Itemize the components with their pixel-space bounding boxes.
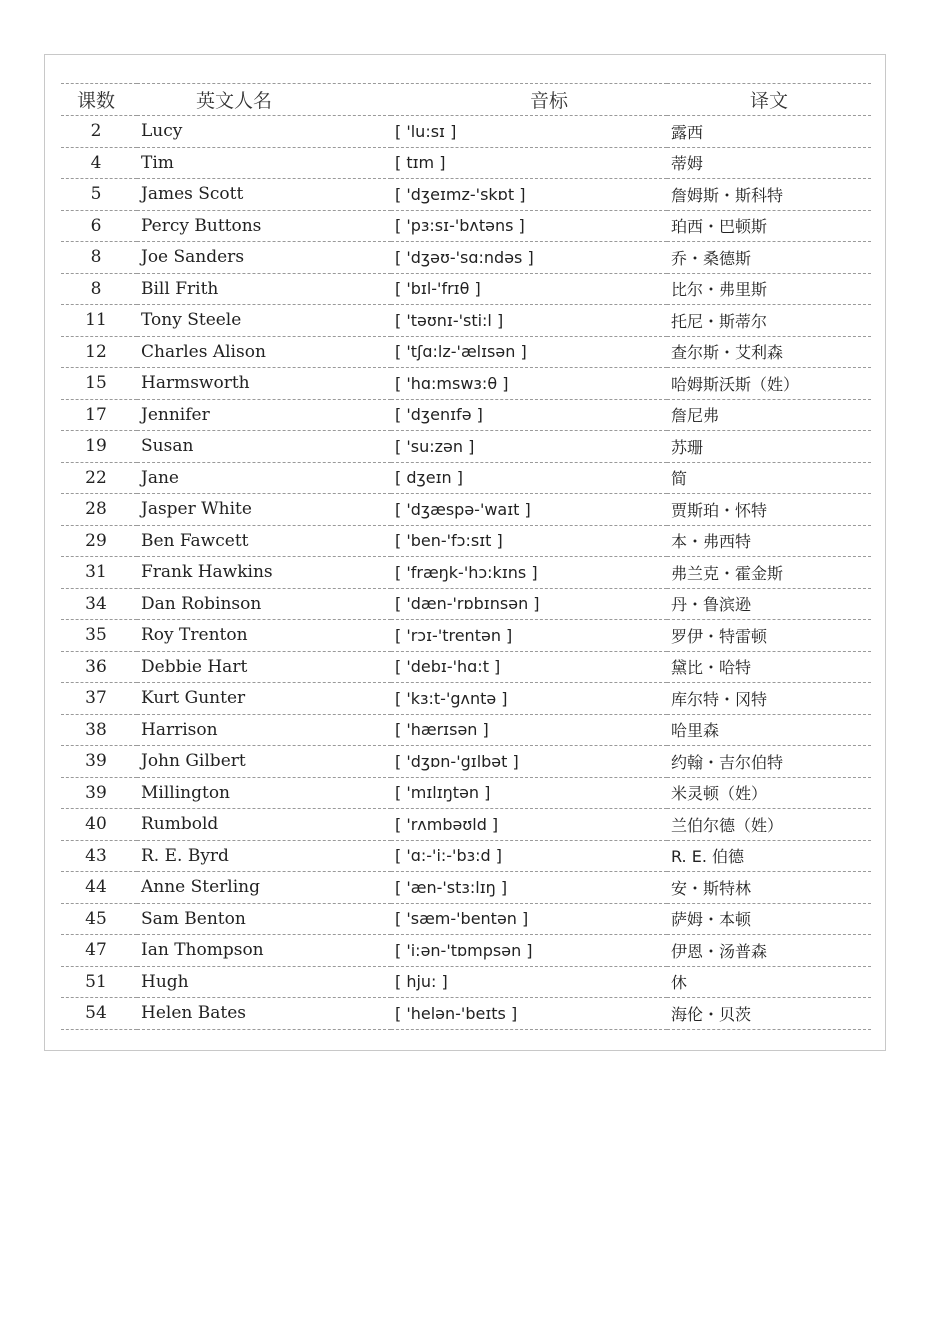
cell-ipa: [ 'fræŋk-'hɔ:kɪns ] — [391, 557, 667, 589]
cell-translation: 米灵顿（姓） — [667, 777, 871, 809]
table-row — [61, 431, 871, 463]
document-frame — [44, 54, 886, 1051]
cell-ipa: [ 'bɪl-'frɪθ ] — [391, 273, 667, 305]
cell-ipa: [ 'tʃɑ:lz-'ælɪsən ] — [391, 336, 667, 368]
cell-lesson: 39 — [61, 746, 137, 778]
cell-lesson: 22 — [61, 462, 137, 494]
cell-ipa: [ 'təʊnɪ-'sti:l ] — [391, 305, 667, 337]
cell-ipa: [ 'ɑ:-'i:-'bɜ:d ] — [391, 840, 667, 872]
table-row — [61, 998, 871, 1030]
cell-name: Harmsworth — [137, 368, 391, 400]
cell-lesson: 19 — [61, 431, 137, 463]
cell-ipa: [ 'rɔɪ-'trentən ] — [391, 620, 667, 652]
cell-lesson: 29 — [61, 525, 137, 557]
table-row — [61, 147, 871, 179]
cell-name: Lucy — [137, 116, 391, 148]
cell-name: Harrison — [137, 714, 391, 746]
cell-lesson: 47 — [61, 935, 137, 967]
cell-name: Sam Benton — [137, 903, 391, 935]
cell-translation: 罗伊・特雷顿 — [667, 620, 871, 652]
cell-name: Tony Steele — [137, 305, 391, 337]
names-table — [61, 83, 871, 1030]
cell-translation: 贾斯珀・怀特 — [667, 494, 871, 526]
table-row — [61, 179, 871, 211]
cell-name: Millington — [137, 777, 391, 809]
cell-translation: 安・斯特林 — [667, 872, 871, 904]
cell-lesson: 8 — [61, 273, 137, 305]
header-ipa: 音标 — [391, 84, 667, 116]
cell-lesson: 15 — [61, 368, 137, 400]
cell-translation: 珀西・巴顿斯 — [667, 210, 871, 242]
cell-name: Joe Sanders — [137, 242, 391, 274]
table-row — [61, 714, 871, 746]
cell-name: Ian Thompson — [137, 935, 391, 967]
cell-ipa: [ 'dʒenɪfə ] — [391, 399, 667, 431]
cell-ipa: [ 'dʒeɪmz-'skɒt ] — [391, 179, 667, 211]
cell-lesson: 2 — [61, 116, 137, 148]
cell-translation: 兰伯尔德（姓） — [667, 809, 871, 841]
cell-name: Frank Hawkins — [137, 557, 391, 589]
cell-lesson: 36 — [61, 651, 137, 683]
table-row — [61, 746, 871, 778]
table-row — [61, 620, 871, 652]
cell-lesson: 37 — [61, 683, 137, 715]
table-row — [61, 336, 871, 368]
cell-ipa: [ 'i:ən-'tɒmpsən ] — [391, 935, 667, 967]
cell-name: Debbie Hart — [137, 651, 391, 683]
table-row — [61, 809, 871, 841]
cell-ipa: [ 'su:zən ] — [391, 431, 667, 463]
cell-lesson: 31 — [61, 557, 137, 589]
cell-lesson: 44 — [61, 872, 137, 904]
cell-lesson: 8 — [61, 242, 137, 274]
table-row — [61, 399, 871, 431]
cell-translation: 哈里森 — [667, 714, 871, 746]
cell-ipa: [ 'hærɪsən ] — [391, 714, 667, 746]
cell-name: Ben Fawcett — [137, 525, 391, 557]
cell-translation: 詹姆斯・斯科特 — [667, 179, 871, 211]
cell-translation: 托尼・斯蒂尔 — [667, 305, 871, 337]
cell-translation: 海伦・贝茨 — [667, 998, 871, 1030]
cell-lesson: 4 — [61, 147, 137, 179]
table-row — [61, 840, 871, 872]
cell-name: Kurt Gunter — [137, 683, 391, 715]
table-row — [61, 525, 871, 557]
table-row — [61, 273, 871, 305]
cell-translation: 蒂姆 — [667, 147, 871, 179]
table-row — [61, 242, 871, 274]
header-lesson: 课数 — [61, 84, 137, 116]
cell-lesson: 5 — [61, 179, 137, 211]
cell-translation: 伊恩・汤普森 — [667, 935, 871, 967]
cell-ipa: [ 'kɜ:t-'gʌntə ] — [391, 683, 667, 715]
table-row — [61, 210, 871, 242]
cell-name: R. E. Byrd — [137, 840, 391, 872]
cell-ipa: [ 'æn-'stɜ:lɪŋ ] — [391, 872, 667, 904]
cell-ipa: [ 'ben-'fɔ:sɪt ] — [391, 525, 667, 557]
cell-lesson: 11 — [61, 305, 137, 337]
cell-ipa: [ 'debɪ-'hɑ:t ] — [391, 651, 667, 683]
cell-ipa: [ 'lu:sɪ ] — [391, 116, 667, 148]
cell-name: Hugh — [137, 966, 391, 998]
header-row — [61, 84, 871, 116]
cell-lesson: 43 — [61, 840, 137, 872]
table-row — [61, 494, 871, 526]
table-row — [61, 368, 871, 400]
cell-lesson: 34 — [61, 588, 137, 620]
cell-ipa: [ 'sæm-'bentən ] — [391, 903, 667, 935]
cell-ipa: [ 'helən-'beɪts ] — [391, 998, 667, 1030]
cell-translation: 弗兰克・霍金斯 — [667, 557, 871, 589]
header-name: 英文人名 — [137, 84, 391, 116]
cell-ipa: [ tɪm ] — [391, 147, 667, 179]
cell-ipa: [ 'dæn-'rɒbɪnsən ] — [391, 588, 667, 620]
cell-lesson: 40 — [61, 809, 137, 841]
cell-lesson: 39 — [61, 777, 137, 809]
cell-translation: 詹尼弗 — [667, 399, 871, 431]
table-body — [61, 116, 871, 1030]
cell-name: Anne Sterling — [137, 872, 391, 904]
cell-lesson: 12 — [61, 336, 137, 368]
table-row — [61, 966, 871, 998]
table-row — [61, 872, 871, 904]
cell-lesson: 45 — [61, 903, 137, 935]
cell-name: Rumbold — [137, 809, 391, 841]
cell-ipa: [ 'hɑ:mswɜ:θ ] — [391, 368, 667, 400]
cell-ipa: [ 'dʒəʊ-'sɑ:ndəs ] — [391, 242, 667, 274]
cell-ipa: [ 'pɜ:sɪ-'bʌtəns ] — [391, 210, 667, 242]
table-row — [61, 935, 871, 967]
table-row — [61, 683, 871, 715]
cell-ipa: [ 'dʒɒn-'gɪlbət ] — [391, 746, 667, 778]
cell-translation: 露西 — [667, 116, 871, 148]
cell-translation: 哈姆斯沃斯（姓） — [667, 368, 871, 400]
cell-translation: 库尔特・冈特 — [667, 683, 871, 715]
cell-translation: 休 — [667, 966, 871, 998]
cell-lesson: 17 — [61, 399, 137, 431]
table-row — [61, 557, 871, 589]
cell-lesson: 51 — [61, 966, 137, 998]
cell-translation: 乔・桑德斯 — [667, 242, 871, 274]
cell-lesson: 54 — [61, 998, 137, 1030]
cell-name: Bill Frith — [137, 273, 391, 305]
table-row — [61, 651, 871, 683]
cell-translation: 简 — [667, 462, 871, 494]
cell-translation: 苏珊 — [667, 431, 871, 463]
cell-lesson: 28 — [61, 494, 137, 526]
cell-ipa: [ 'rʌmbəʊld ] — [391, 809, 667, 841]
cell-translation: 黛比・哈特 — [667, 651, 871, 683]
cell-name: Dan Robinson — [137, 588, 391, 620]
table-row — [61, 116, 871, 148]
cell-name: Jane — [137, 462, 391, 494]
cell-name: James Scott — [137, 179, 391, 211]
cell-lesson: 38 — [61, 714, 137, 746]
cell-ipa: [ 'mɪlɪŋtən ] — [391, 777, 667, 809]
cell-name: Helen Bates — [137, 998, 391, 1030]
cell-name: Jasper White — [137, 494, 391, 526]
cell-lesson: 35 — [61, 620, 137, 652]
header-translation: 译文 — [667, 84, 871, 116]
cell-translation: 比尔・弗里斯 — [667, 273, 871, 305]
table-row — [61, 305, 871, 337]
cell-ipa: [ hju: ] — [391, 966, 667, 998]
cell-name: Charles Alison — [137, 336, 391, 368]
cell-lesson: 6 — [61, 210, 137, 242]
cell-translation: 萨姆・本顿 — [667, 903, 871, 935]
cell-name: John Gilbert — [137, 746, 391, 778]
table-row — [61, 777, 871, 809]
cell-name: Jennifer — [137, 399, 391, 431]
cell-name: Percy Buttons — [137, 210, 391, 242]
cell-translation: 查尔斯・艾利森 — [667, 336, 871, 368]
cell-ipa: [ dʒeɪn ] — [391, 462, 667, 494]
cell-translation: R. E. 伯德 — [667, 840, 871, 872]
cell-name: Tim — [137, 147, 391, 179]
cell-ipa: [ 'dʒæspə-'waɪt ] — [391, 494, 667, 526]
table-row — [61, 903, 871, 935]
cell-translation: 丹・鲁滨逊 — [667, 588, 871, 620]
cell-translation: 约翰・吉尔伯特 — [667, 746, 871, 778]
cell-translation: 本・弗西特 — [667, 525, 871, 557]
table-row — [61, 462, 871, 494]
cell-name: Roy Trenton — [137, 620, 391, 652]
table-row — [61, 588, 871, 620]
cell-name: Susan — [137, 431, 391, 463]
